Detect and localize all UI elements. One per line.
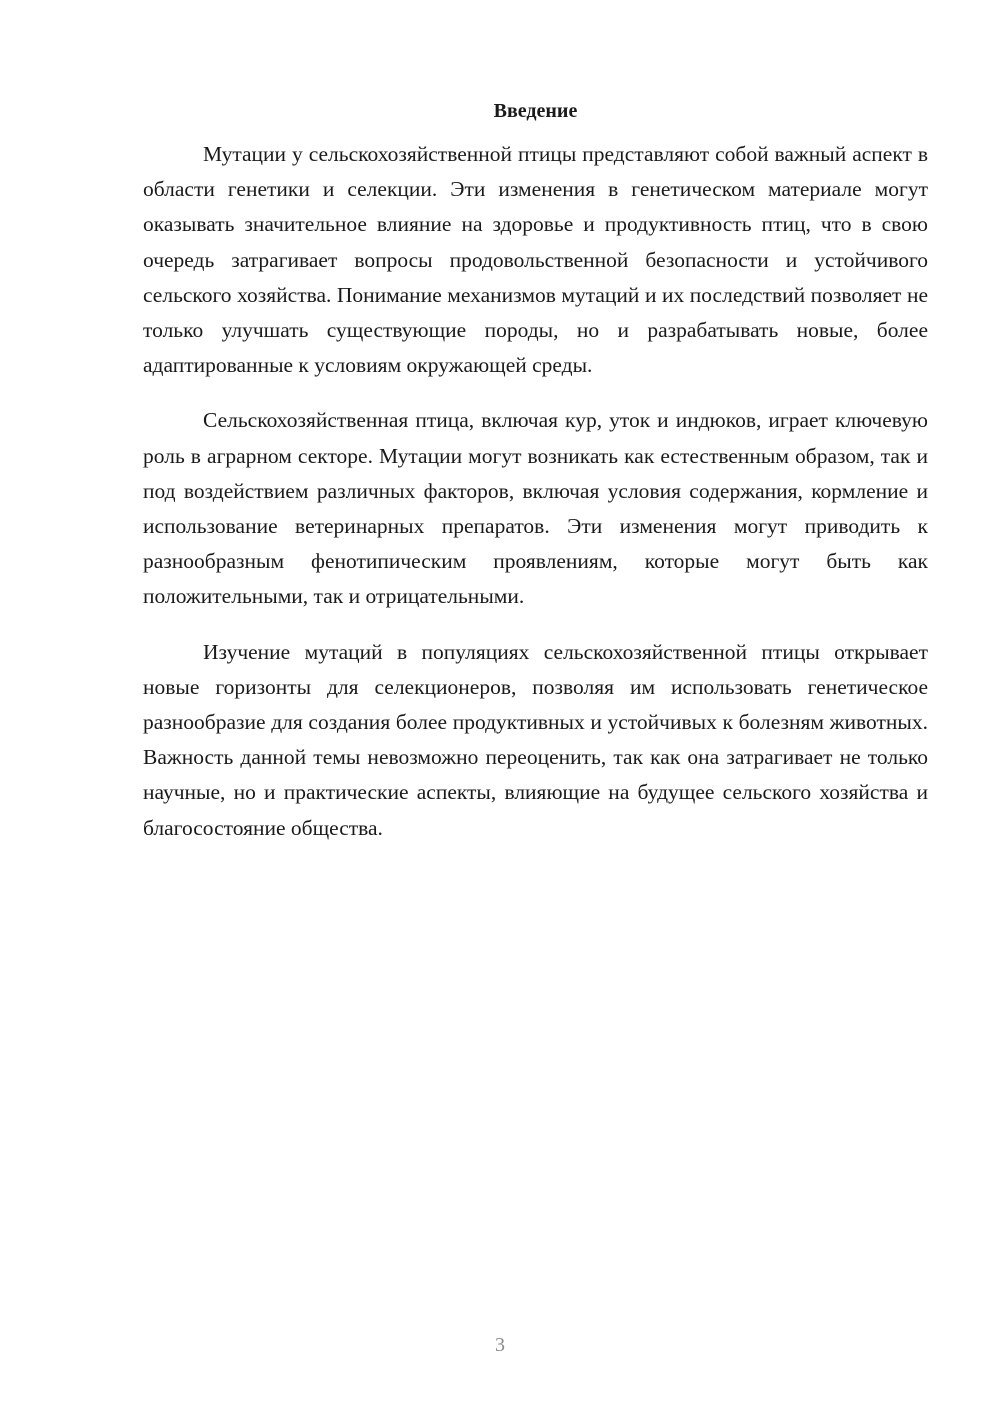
paragraph-1: Мутации у сельскохозяйственной птицы представляют собой важный аспект в области генетики и селекции. Эти изменения в генетическом материале могут оказывать значительное влияние на здоровье и продуктивность птиц, что в свою очередь затрагивает вопросы продовольственной безопасности и устойчивого сельского хозяйства. Понимание механизмов мутаций и их последствий позволяет не только улучшать существующие породы, но и разрабатывать новые, более адаптированные к условиям окружающей среды. [143,142,928,378]
paragraph-3: Изучение мутаций в популяциях сельскохозяйственной птицы открывает новые горизонты для селекционеров, позволяя им использовать генетическое разнообразие для создания более продуктивных и устойчивых к болезням животных. Важность данной темы невозможно переоценить, так как она затрагивает не только научные, но и практические аспекты, влияющие на будущее сельского хозяйства и благосостояние общества. [143,639,928,840]
paragraph-2: Сельскохозяйственная птица, включая кур, уток и индюков, играет ключевую роль в аграрном секторе. Мутации могут возникать как естественным образом, так и под воздействием различных факторов, включая условия содержания, кормление и использование ветеринарных препаратов. Эти изменения могут приводить к разнообразным фенотипическим проявлениям, которые могут быть как положительными, так и отрицательными. [143,408,928,609]
section-title: Введение [493,100,578,122]
page-content [143,97,928,866]
page-number: 3 [495,1334,505,1356]
